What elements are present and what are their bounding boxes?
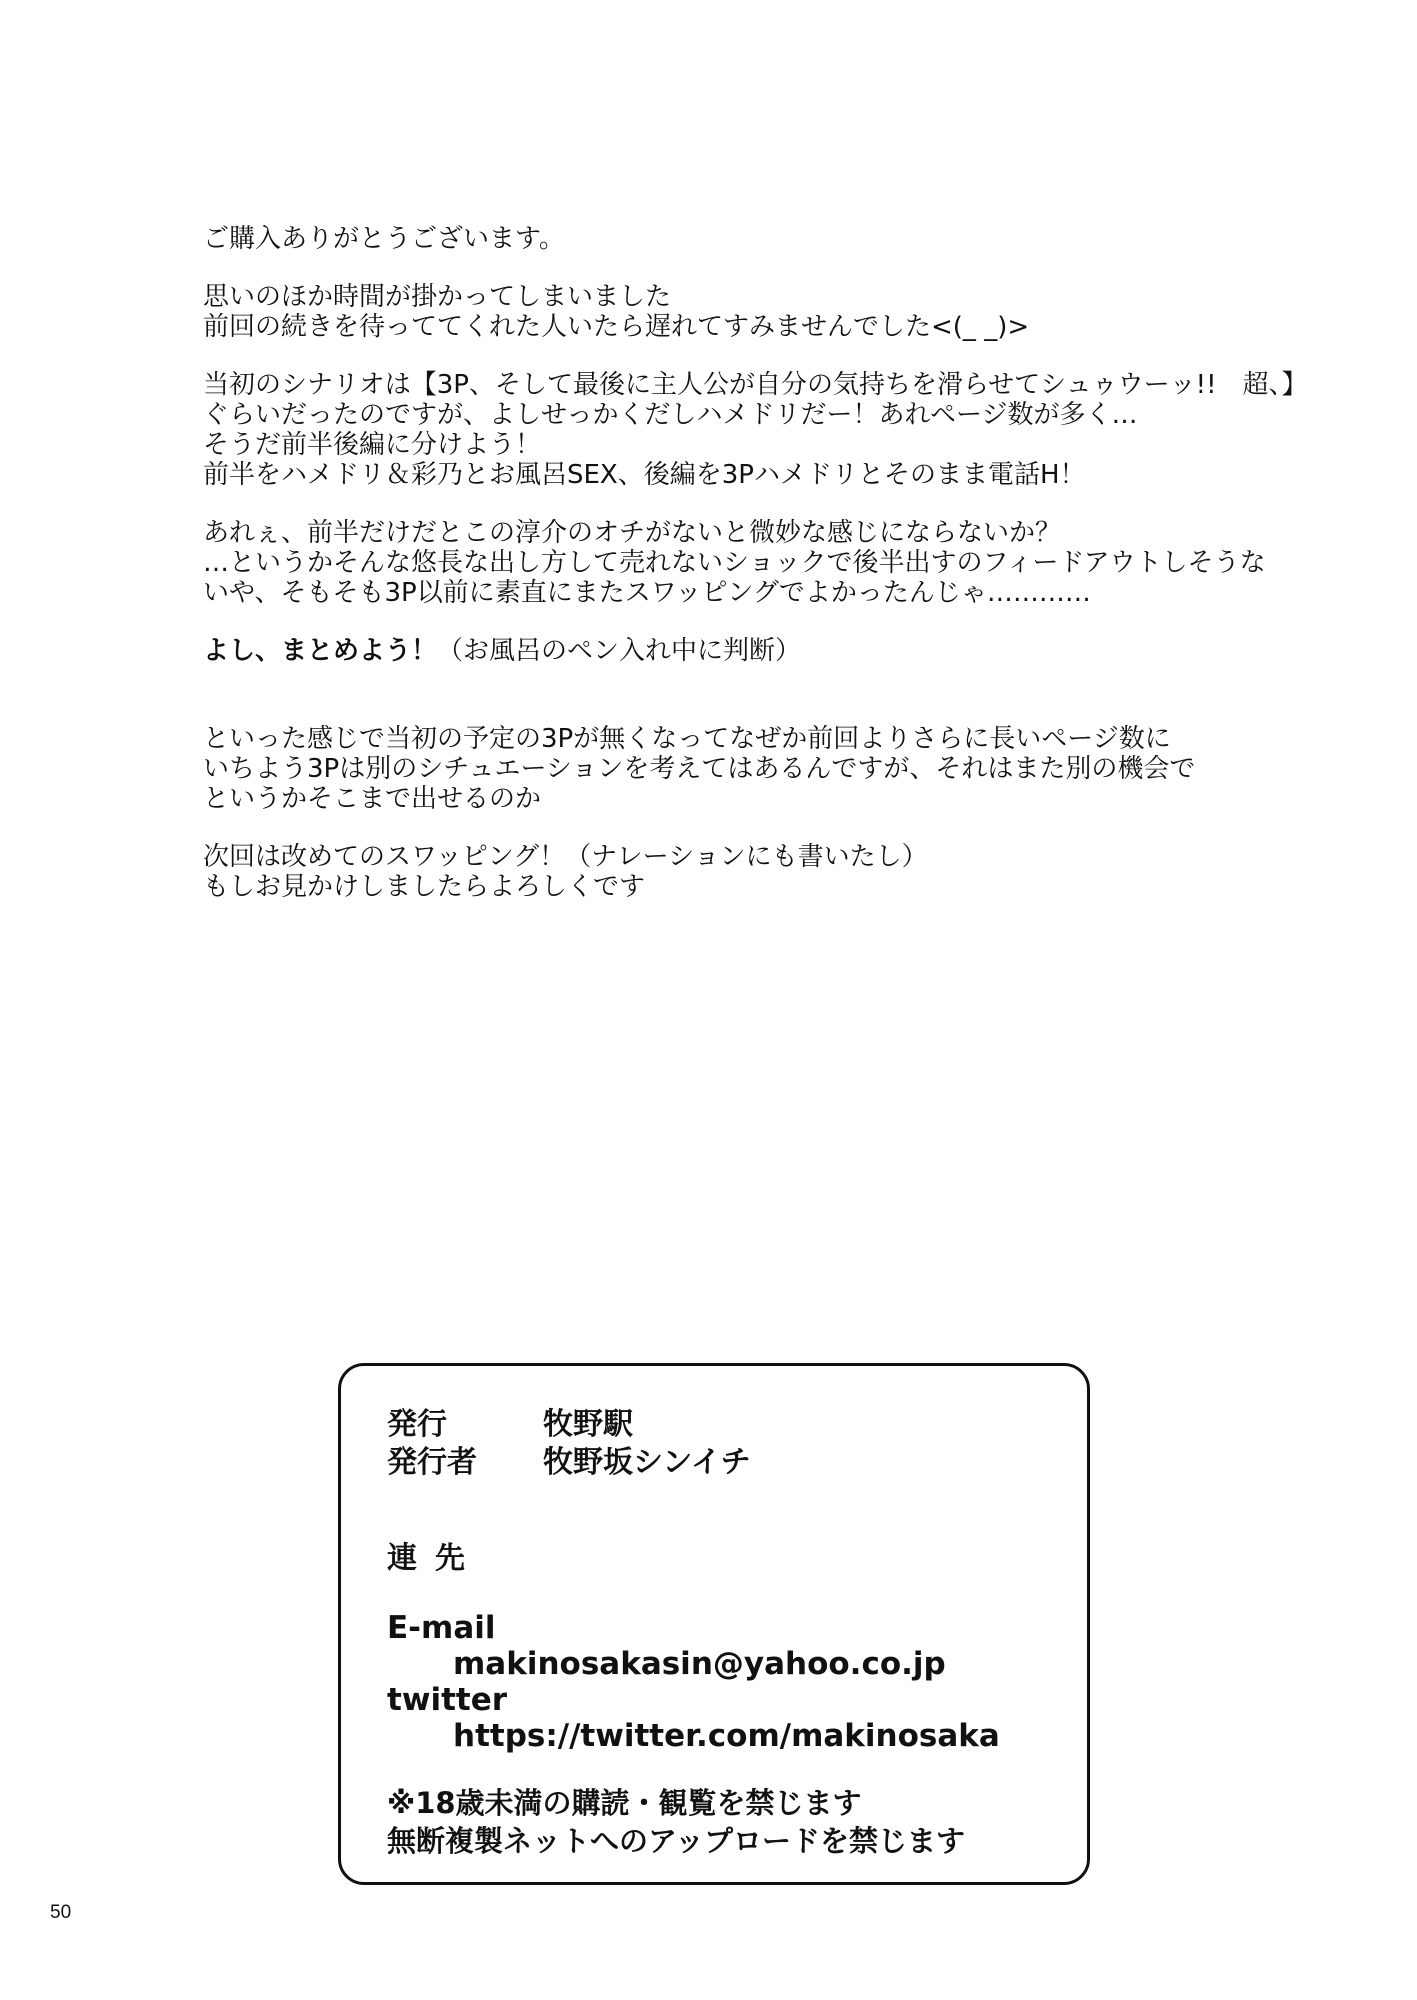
publisher-value: 牧野駅 — [543, 1407, 633, 1442]
text-line: というかそこまで出せるのか — [203, 784, 542, 814]
paragraph-delay — [203, 282, 1353, 342]
text-line: 当初のシナリオは【3P、そして最後に主人公が自分の気持ちを滑らせてシュゥウーッ!! 超、】 — [203, 370, 1308, 400]
author-value: 牧野坂シンイチ — [543, 1445, 751, 1480]
notice-block — [387, 1784, 1067, 1860]
copy-notice: 無断複製ネットへのアップロードを禁じます — [387, 1824, 965, 1858]
text-line — [203, 636, 1353, 666]
twitter-url[interactable]: https://twitter.com/makinosaka — [453, 1718, 1000, 1754]
publisher-row — [387, 1406, 1067, 1444]
spacer — [203, 694, 1353, 724]
decision-bold-text: よし、まとめよう！ — [203, 636, 438, 666]
text-line: いちよう3Pは別のシチュエーションを考えてはあるんですが、それはまた別の機会で — [203, 754, 1196, 784]
text-line: といった感じで当初の予定の3Pが無くなってなぜか前回よりさらに長いページ数に — [203, 724, 1171, 754]
colophon-content — [387, 1406, 1067, 1860]
colophon-box — [338, 1363, 1090, 1885]
paragraph-doubts — [203, 518, 1353, 608]
paragraph-scenario — [203, 370, 1353, 490]
page-number: 50 — [50, 1902, 72, 1923]
paragraph-decision — [203, 636, 1353, 666]
text-line: もしお見かけしましたらよろしくです — [203, 872, 646, 902]
decision-note-text: （お風呂のペン入れ中に判断） — [437, 636, 802, 666]
paragraph-greeting — [203, 224, 1353, 254]
twitter-label: twitter — [387, 1682, 508, 1718]
text-line: 思いのほか時間が掛かってしまいました — [203, 282, 672, 312]
contact-heading: 連先 — [387, 1541, 483, 1576]
paragraph-next — [203, 842, 1353, 902]
paragraph-result — [203, 724, 1353, 814]
author-row — [387, 1444, 1067, 1482]
publisher-label: 発行 — [387, 1407, 447, 1442]
email-label: E-mail — [387, 1610, 496, 1646]
text-line: 前半をハメドリ＆彩乃とお風呂SEX、後編を3Pハメドリとそのまま電話H！ — [203, 460, 1086, 490]
text-line: 前回の続きを待っててくれた人いたら遅れてすみませんでした<(_ _)> — [203, 312, 1030, 342]
age-notice: ※18歳未満の購読・観覧を禁じます — [387, 1786, 862, 1820]
text-line: そうだ前半後編に分けよう！ — [203, 430, 542, 460]
text-line: いや、そもそも3P以前に素直にまたスワッピングでよかったんじゃ………… — [203, 578, 1091, 608]
text-line: ぐらいだったのですが、よしせっかくだしハメドリだー！あれページ数が多く… — [203, 400, 1138, 430]
text-line: 次回は改めてのスワッピング！（ナレーションにも書いたし） — [203, 842, 928, 872]
text-line: …というかそんな悠長な出し方して売れないショックで後半出すのフィードアウトしそうな — [203, 548, 1266, 578]
email-address[interactable]: makinosakasin@yahoo.co.jp — [453, 1646, 946, 1682]
text-line: ご購入ありがとうございます。 — [203, 224, 565, 254]
author-label: 発行者 — [387, 1445, 477, 1480]
text-line: あれぇ、前半だけだとこの淳介のオチがないと微妙な感じにならないか？ — [203, 518, 1062, 548]
afterword-text — [203, 224, 1353, 930]
